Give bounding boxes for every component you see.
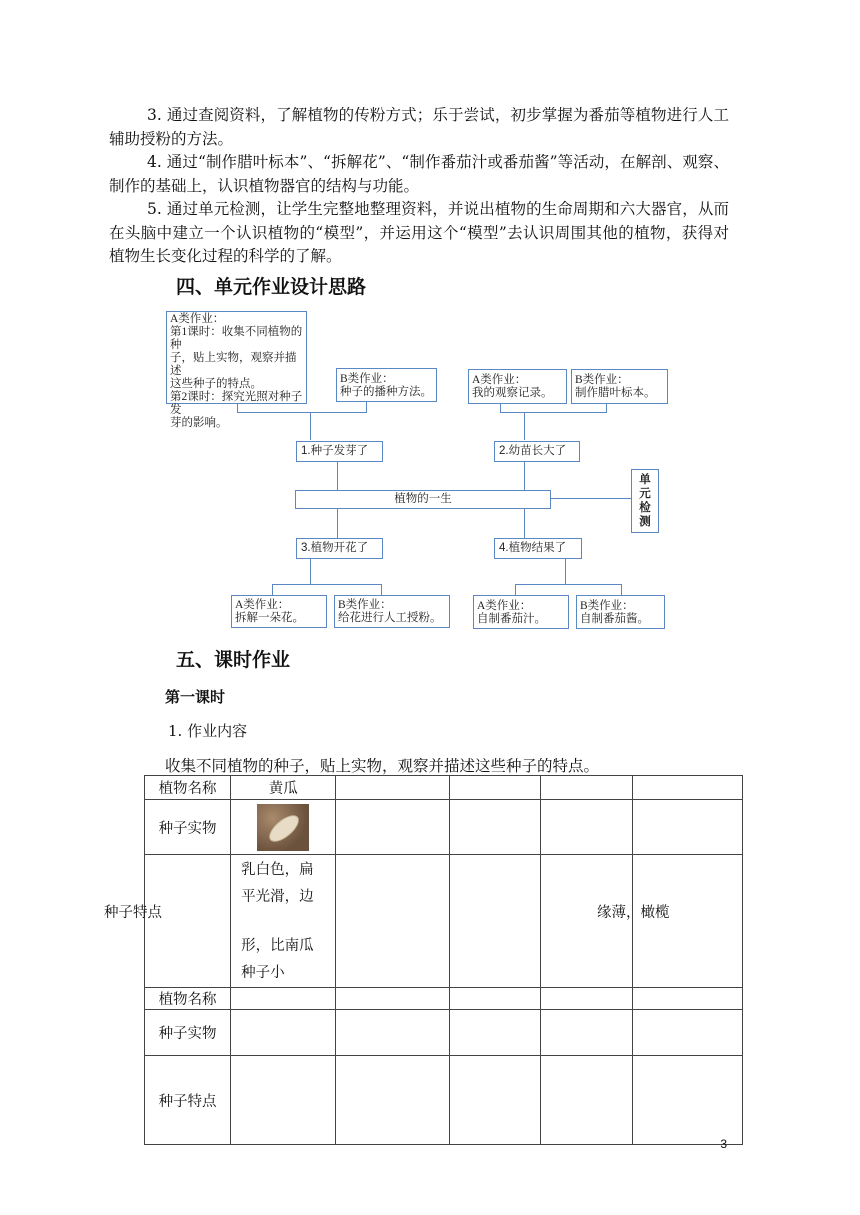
page-number: 3 — [720, 1137, 727, 1151]
objective-3: 3. 通过查阅资料，了解植物的传粉方式；乐于尝试，初步掌握为番茄等植物进行人工辅助授粉的方法。 — [109, 106, 729, 148]
box-a-lesson1-2: A类作业： 第1课时：收集不同植物的种 子，贴上实物，观察并描述 这些种子的特点。 第2课时：探究光照对种子发 芽的影响。 — [166, 311, 307, 404]
section5-title: 五、课时作业 — [176, 649, 291, 671]
table-cell[interactable] — [540, 800, 632, 855]
box-b-lesson3: B类作业： 给花进行人工授粉。 — [334, 595, 450, 628]
seed-record-table — [144, 775, 743, 1145]
homework-design-diagram — [150, 304, 680, 634]
seed-feature-cucumber: 乳白色，扁 平光滑，边 形，比南瓜 种子小 — [231, 855, 336, 988]
header-seed-object: 种子实物 — [145, 800, 231, 855]
seed-object-cell — [231, 800, 336, 855]
table-cell[interactable] — [336, 1056, 449, 1145]
table-cell[interactable] — [449, 1010, 540, 1056]
table-cell[interactable] — [336, 988, 449, 1010]
box-a-lesson3: A类作业： 拆解一朵花。 — [231, 595, 327, 628]
center-box-plant-life: 植物的一生 — [295, 490, 551, 509]
seed-photo-icon — [257, 804, 309, 851]
plant-name-cucumber: 黄瓜 — [231, 776, 336, 800]
objective-5: 5. 通过单元检测，让学生完整地整理资料，并说出植物的生命周期和六大器官，从而在头脑中建立一个认识植物的“模型”，并运用这个“模型”去认识周围其他的植物，获得对植物生长变化过程的科学的了解。 — [109, 200, 729, 265]
lesson3-box: 3.植物开花了 — [296, 538, 383, 559]
lesson-title: 第一课时 — [165, 688, 226, 706]
header-seed-object-2: 种子实物 — [145, 1010, 231, 1056]
header-plant-name: 植物名称 — [145, 776, 231, 800]
box-a-lesson3-4: A类作业： 我的观察记录。 — [468, 369, 567, 404]
table-cell[interactable] — [540, 1010, 632, 1056]
table-cell[interactable] — [231, 988, 336, 1010]
box-a-lesson4: A类作业： 自制番茄汁。 — [473, 595, 569, 629]
table-cell[interactable] — [540, 988, 632, 1010]
item-title: 1. 作业内容 — [168, 722, 248, 740]
table-cell[interactable] — [231, 1010, 336, 1056]
table-cell[interactable] — [449, 988, 540, 1010]
table-cell[interactable] — [231, 1056, 336, 1145]
header-seed-feature-2: 种子特点 — [145, 1056, 231, 1145]
table-cell[interactable] — [336, 1010, 449, 1056]
table-cell[interactable] — [336, 800, 449, 855]
box-b-lesson4: B类作业： 自制番茄酱。 — [576, 595, 665, 629]
table-cell[interactable] — [632, 988, 742, 1010]
section4-title: 四、单元作业设计思路 — [176, 276, 367, 298]
table-cell[interactable] — [632, 800, 742, 855]
box-b-lesson3-4: B类作业： 制作腊叶标本。 — [571, 369, 668, 404]
lesson4-box: 4.植物结果了 — [494, 538, 582, 559]
seed-feature-overflow-text: 缘薄，橄榄 — [597, 905, 670, 921]
table-cell[interactable] — [540, 776, 632, 800]
table-cell[interactable] — [632, 776, 742, 800]
header-plant-name-2: 植物名称 — [145, 988, 231, 1010]
lesson1-box: 1.种子发芽了 — [296, 441, 383, 462]
seed-feature-label-overflow: 种子特点 — [104, 905, 162, 921]
table-cell[interactable] — [540, 1056, 632, 1145]
table-cell[interactable] — [632, 1056, 742, 1145]
table-cell[interactable] — [336, 855, 449, 988]
lesson2-box: 2.幼苗长大了 — [494, 441, 580, 462]
table-cell[interactable] — [449, 776, 540, 800]
table-cell[interactable] — [449, 855, 540, 988]
table-cell[interactable] — [632, 1010, 742, 1056]
box-b-lesson1-2: B类作业： 种子的播种方法。 — [336, 368, 437, 402]
objective-4: 4. 通过“制作腊叶标本”、“拆解花”、“制作番茄汁或番茄酱”等活动，在解剖、观察、制作的基础上，认识植物器官的结构与功能。 — [109, 153, 729, 195]
instruction-text: 收集不同植物的种子，贴上实物，观察并描述这些种子的特点。 — [165, 757, 600, 775]
table-cell[interactable] — [449, 800, 540, 855]
unit-test-box: 单 元 检 测 — [631, 469, 659, 533]
table-cell[interactable] — [336, 776, 449, 800]
table-cell[interactable] — [449, 1056, 540, 1145]
